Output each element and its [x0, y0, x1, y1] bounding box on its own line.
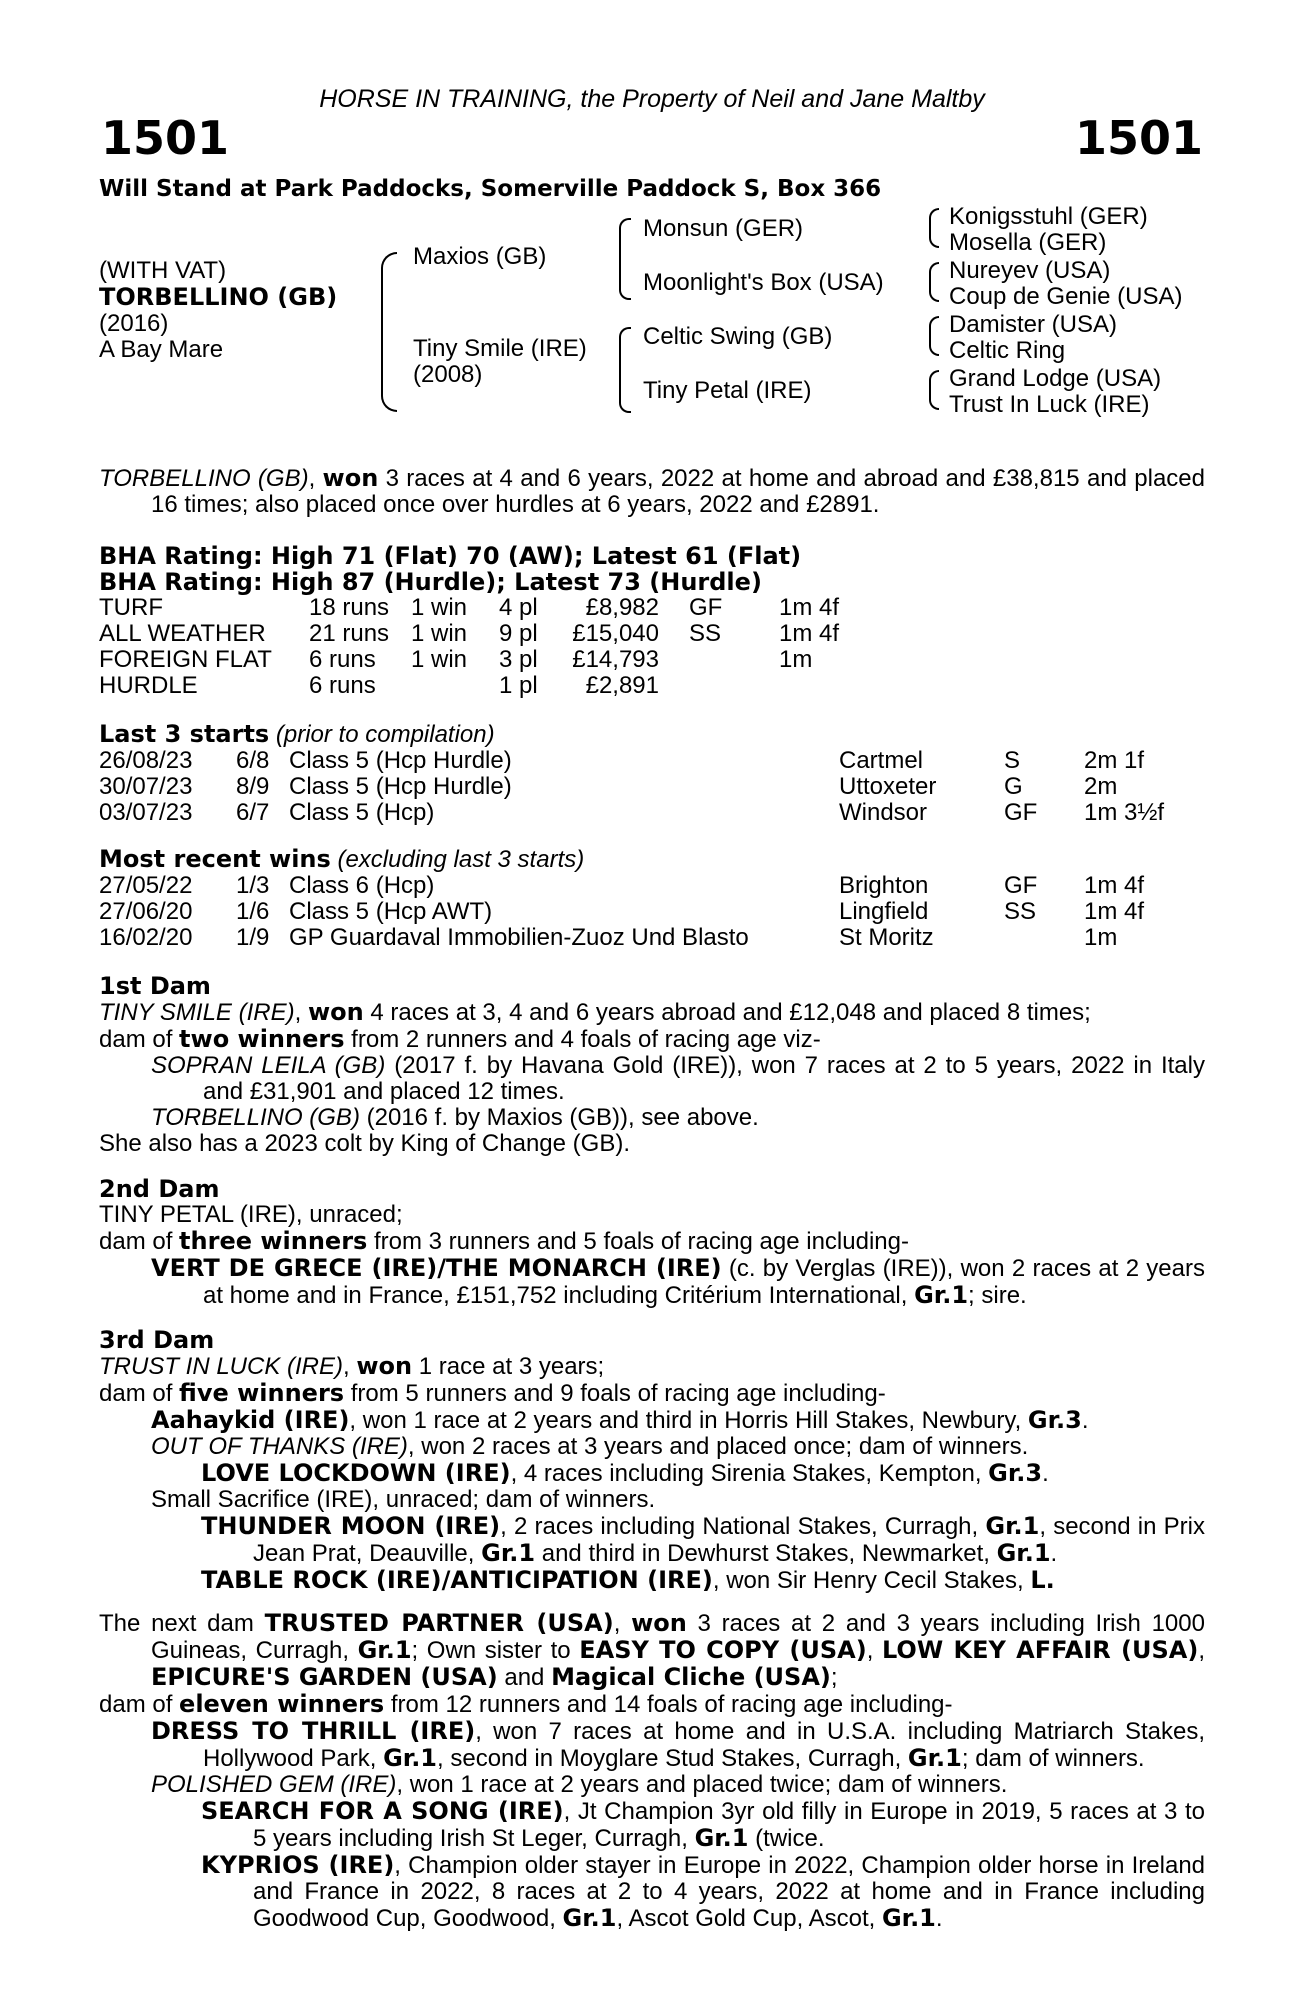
race-dist: 1m 3½f — [1084, 799, 1165, 826]
race-pos: 6/7 — [236, 799, 270, 826]
txt: EASY TO COPY (USA) — [579, 1636, 867, 1664]
horse-description: A Bay Mare — [99, 336, 224, 363]
txt: , won 1 race at 2 years and third in Horris Hill Stakes, Newbury, — [349, 1407, 1028, 1434]
progeny-name: DRESS TO THRILL (IRE) — [151, 1717, 476, 1745]
pedigree-dd-dam: Trust In Luck (IRE) — [949, 391, 1150, 418]
race-row — [99, 925, 1205, 951]
race-row — [99, 899, 1205, 925]
txt: from 2 runners and 4 foals of racing age viz- — [344, 1026, 821, 1053]
txt: from 12 runners and 14 foals of racing age including- — [384, 1691, 953, 1718]
txt: Gr.1 — [907, 1744, 962, 1772]
last3-heading: Last 3 starts — [99, 720, 270, 748]
race-date: 03/07/23 — [99, 799, 193, 826]
race-race: Class 5 (Hcp Hurdle) — [289, 747, 512, 774]
pedigree-dd-sire: Grand Lodge (USA) — [949, 365, 1162, 392]
race-pos: 6/8 — [236, 747, 270, 774]
bha-rating-hurdle: BHA Rating: High 87 (Hurdle); Latest 73 (Hurdle) — [99, 568, 762, 596]
pedigree-brace — [929, 370, 939, 410]
txt: , second in Prix Jean Prat, Deauville, — [253, 1513, 1205, 1567]
txt: from 5 runners and 9 foals of racing age including- — [344, 1380, 886, 1407]
txt: Gr.1 — [881, 1904, 936, 1932]
race-course: Cartmel — [839, 747, 924, 774]
dam3-name: TRUST IN LUCK (IRE) — [99, 1353, 344, 1380]
pedigree-table — [99, 200, 1205, 425]
record-going: GF — [689, 594, 723, 621]
record-pl: 4 pl — [499, 594, 538, 621]
txt: , Ascot Gold Cup, Ascot, — [616, 1905, 882, 1932]
pedigree-sire-sire: Monsun (GER) — [643, 215, 804, 242]
record-row — [99, 673, 1205, 699]
progeny-name: KYPRIOS (IRE) — [201, 1851, 395, 1879]
txt: Gr.3 — [1027, 1406, 1082, 1434]
txt: three winners — [179, 1227, 368, 1255]
txt: ; dam of winners. — [961, 1745, 1145, 1772]
pedigree-brace — [619, 327, 631, 413]
progeny-name: LOVE LOCKDOWN (IRE) — [201, 1459, 511, 1487]
race-pos: 1/6 — [236, 898, 270, 925]
progeny-name: OUT OF THANKS (IRE) — [151, 1433, 408, 1460]
race-pos: 1/9 — [236, 924, 270, 951]
pedigree-sire: Maxios (GB) — [413, 243, 547, 270]
record-dist: 1m 4f — [779, 594, 840, 621]
race-dist: 1m — [1084, 924, 1118, 951]
first-dam-heading: 1st Dam — [99, 972, 211, 1000]
dam1-name: TINY SMILE (IRE) — [99, 999, 295, 1026]
txt: Gr.1 — [914, 1281, 969, 1309]
txt: (c. by Verglas (IRE)), won 2 races at 2 years at home and in France, £151,752 including Critérium International, — [203, 1255, 1205, 1309]
txt: Magical Cliche (USA) — [551, 1663, 831, 1691]
txt: The next dam — [99, 1610, 265, 1637]
txt: , — [294, 999, 308, 1026]
txt: dam of — [99, 1026, 180, 1053]
third-dam-heading: 3rd Dam — [99, 1326, 215, 1354]
record-pl: 1 pl — [499, 672, 538, 699]
txt: Gr.1 — [357, 1636, 412, 1664]
race-row — [99, 774, 1205, 800]
recent-wins — [99, 846, 1205, 951]
record-type: ALL WEATHER — [99, 620, 266, 647]
race-row — [99, 748, 1205, 774]
race-course: Lingfield — [839, 898, 929, 925]
record-pl: 3 pl — [499, 646, 538, 673]
last3-note: (prior to compilation) — [269, 721, 495, 748]
record-money: £8,982 — [585, 594, 659, 621]
txt: Gr.1 — [996, 1539, 1051, 1567]
last-3-starts — [99, 721, 1205, 826]
txt: , 2 races including National Stakes, Curragh, — [500, 1513, 986, 1540]
txt: (2017 f. by Havana Gold (IRE)), won 7 races at 2 to 5 years, 2022 in Italy and £31,901 and placed 12 times. — [203, 1052, 1205, 1105]
second-dam-heading: 2nd Dam — [99, 1175, 220, 1203]
txt: , — [613, 1610, 632, 1637]
txt: 4 races at 3, 4 and 6 years abroad and £12,048 and placed 8 times; — [363, 999, 1091, 1026]
record-row — [99, 595, 1205, 621]
progeny-name: SEARCH FOR A SONG (IRE) — [201, 1797, 564, 1825]
txt: , second in Moyglare Stud Stakes, Curragh, — [437, 1745, 908, 1772]
next-dam-name: TRUSTED PARTNER (USA) — [264, 1609, 614, 1637]
race-row — [99, 800, 1205, 826]
txt: (twice. — [748, 1825, 825, 1852]
summary-text: 3 races at 4 and 6 years, 2022 at home and abroad and £38,815 and placed 16 times; also placed once over hurdles at 6 years, 2022 and £2891. — [151, 465, 1206, 518]
record-dist: 1m 4f — [779, 620, 840, 647]
next-dam — [99, 1610, 1205, 1932]
txt: 3 races at 2 and 3 years including Irish 1000 Guineas, Curragh, — [151, 1610, 1205, 1664]
record-wins: 1 win — [411, 646, 468, 673]
txt: , Jt Champion 3yr old filly in Europe in 2019, 5 races at 3 to 5 years including Irish St Leger, Curragh, — [253, 1798, 1205, 1852]
txt: ; sire. — [968, 1282, 1027, 1309]
record-runs: 6 runs — [309, 672, 376, 699]
race-race: Class 5 (Hcp AWT) — [289, 898, 493, 925]
record-money: £14,793 — [572, 646, 659, 673]
race-pos: 1/3 — [236, 872, 270, 899]
wins-table — [99, 873, 1205, 951]
race-course: Brighton — [839, 872, 929, 899]
pedigree-brace — [619, 218, 631, 300]
ratings-section — [99, 543, 1205, 699]
txt: . — [935, 1905, 943, 1932]
pedigree-dam-sire: Celtic Swing (GB) — [643, 323, 833, 350]
txt: ; Own sister to — [411, 1637, 580, 1664]
record-runs: 21 runs — [309, 620, 390, 647]
dam2-name: TINY PETAL (IRE), unraced; — [99, 1201, 403, 1228]
progeny-name: Small Sacrifice (IRE), unraced; dam of winners. — [151, 1486, 656, 1513]
txt: Gr.1 — [383, 1744, 438, 1772]
txt: dam of — [99, 1380, 180, 1407]
txt: and third in Dewhurst Stakes, Newmarket, — [535, 1540, 997, 1567]
txt: Gr.3 — [988, 1459, 1043, 1487]
progeny-name: Aahaykid (IRE) — [151, 1406, 350, 1434]
txt: Gr.1 — [562, 1904, 617, 1932]
txt: Gr.1 — [481, 1539, 536, 1567]
txt: ; — [830, 1664, 838, 1691]
record-money: £2,891 — [585, 672, 659, 699]
txt: , — [866, 1637, 882, 1664]
race-date: 30/07/23 — [99, 773, 193, 800]
progeny-name: SOPRAN LEILA (GB) — [151, 1052, 386, 1079]
pedigree-sire-dam: Moonlight's Box (USA) — [643, 269, 884, 296]
race-record-table — [99, 595, 1205, 699]
race-dist: 1m 4f — [1084, 898, 1145, 925]
summary-won: won — [322, 464, 379, 492]
txt: , — [343, 1353, 357, 1380]
record-money: £15,040 — [572, 620, 659, 647]
second-dam — [99, 1176, 1205, 1309]
txt: Gr.1 — [985, 1512, 1040, 1540]
pedigree-brace — [929, 262, 939, 302]
txt: , won Sir Henry Cecil Stakes, — [712, 1567, 1031, 1594]
txt: , won 7 races at home and in U.S.A. including Matriarch Stakes, Hollywood Park, — [203, 1718, 1205, 1772]
progeny-name: TABLE ROCK (IRE)/ANTICIPATION (IRE) — [201, 1566, 713, 1594]
race-going: GF — [1004, 799, 1038, 826]
page-title: HORSE IN TRAINING, the Property of Neil and Jane Maltby — [319, 85, 985, 113]
race-race: Class 5 (Hcp) — [289, 799, 435, 826]
race-race: Class 6 (Hcp) — [289, 872, 435, 899]
pedigree-ds-sire: Damister (USA) — [949, 311, 1118, 338]
race-course: St Moritz — [839, 924, 934, 951]
progeny-name: VERT DE GRECE (IRE)/THE MONARCH (IRE) — [151, 1254, 722, 1282]
txt: , won 1 race at 2 years and placed twice; dam of winners. — [396, 1771, 1008, 1798]
race-dist: 1m 4f — [1084, 872, 1145, 899]
race-race: GP Guardaval Immobilien-Zuoz Und Blasto — [289, 924, 749, 951]
wins-heading: Most recent wins — [99, 845, 331, 873]
txt: LOW KEY AFFAIR (USA) — [881, 1636, 1199, 1664]
txt: , won 2 races at 3 years and placed once; dam of winners. — [407, 1433, 1029, 1460]
txt: won — [356, 1352, 413, 1380]
race-dist: 2m 1f — [1084, 747, 1145, 774]
race-course: Uttoxeter — [839, 773, 937, 800]
txt: won — [631, 1609, 687, 1637]
txt: , Champion older stayer in Europe in 2022, Champion older horse in Ireland and France in 2022, 8 races at 2 to 4 years, 2022 at home and in France including Goodwood Cup, Goodwood, — [253, 1852, 1206, 1932]
record-type: HURDLE — [99, 672, 198, 699]
pedigree-sd-sire: Nureyev (USA) — [949, 257, 1111, 284]
race-pos: 8/9 — [236, 773, 270, 800]
txt: from 3 runners and 5 foals of racing age including- — [367, 1228, 909, 1255]
vat-note: (WITH VAT) — [99, 257, 227, 284]
race-date: 27/05/22 — [99, 872, 193, 899]
pedigree-dam-year: (2008) — [413, 361, 483, 388]
pedigree-brace — [381, 252, 397, 412]
record-runs: 18 runs — [309, 594, 390, 621]
stand-location: Will Stand at Park Paddocks, Somerville Paddock S, Box 366 — [99, 176, 882, 202]
txt: L. — [1030, 1566, 1055, 1594]
txt: (2016 f. by Maxios (GB)), see above. — [359, 1104, 759, 1131]
race-going: SS — [1004, 898, 1037, 925]
lot-number-right: 1501 — [1074, 111, 1203, 165]
race-course: Windsor — [839, 799, 928, 826]
pedigree-dam: Tiny Smile (IRE) — [413, 335, 587, 362]
record-runs: 6 runs — [309, 646, 376, 673]
progeny-name: POLISHED GEM (IRE) — [151, 1771, 397, 1798]
txt: won — [307, 998, 364, 1026]
record-dist: 1m — [779, 646, 813, 673]
race-summary: TORBELLINO (GB), won 3 races at 4 and 6 years, 2022 at home and abroad and £38,815 and placed 16 times; also placed once over hurdles at 6 years, 2022 and £2891. — [99, 464, 1206, 518]
txt: , — [1198, 1637, 1205, 1664]
race-race: Class 5 (Hcp Hurdle) — [289, 773, 512, 800]
dam1-note: She also has a 2023 colt by King of Change (GB). — [99, 1130, 630, 1157]
pedigree-ss-sire: Konigsstuhl (GER) — [949, 203, 1148, 230]
txt: Gr.1 — [694, 1824, 749, 1852]
record-type: TURF — [99, 594, 163, 621]
progeny-name: THUNDER MOON (IRE) — [201, 1512, 501, 1540]
third-dam: 3rd Dam TRUST IN LUCK (IRE), won 1 race at 3 years; dam of five winners from 5 runners and 9 foals of racing age including- Aahaykid (IRE), won 1 race at 2 years and third in Horris Hill Stakes, Newbury, Gr.3. OUT OF THANKS (IRE), won 2 races at 3 years and placed once; dam of winners. LOVE LOCKDOWN (IRE), 4 races including Sirenia Stakes, Kempton, Gr.3. Small Sacrifice (IRE), unraced; dam of winners. THUNDER MOON (IRE), 2 races including National Stakes, Curragh, Gr.1, second in Prix Jean Prat, Deauville, Gr.1 and third in Dewhurst Stakes, Newmarket, Gr.1. TABLE ROCK (IRE)/ANTICIPATION (IRE), won Sir Henry Cecil Stakes, L. — [99, 1326, 1205, 1594]
pedigree-ds-dam: Celtic Ring — [949, 337, 1066, 364]
race-date: 27/06/20 — [99, 898, 193, 925]
txt: , 4 races including Sirenia Stakes, Kempton, — [510, 1460, 989, 1487]
summary-horse: TORBELLINO (GB) — [99, 465, 309, 492]
first-dam — [99, 973, 1205, 1157]
txt: five winners — [179, 1379, 345, 1407]
race-going: S — [1004, 747, 1021, 774]
race-date: 26/08/23 — [99, 747, 193, 774]
record-wins: 1 win — [411, 620, 468, 647]
race-going: GF — [1004, 872, 1038, 899]
record-row — [99, 621, 1205, 647]
race-row — [99, 873, 1205, 899]
txt: EPICURE'S GARDEN (USA) — [151, 1663, 498, 1691]
race-going: G — [1004, 773, 1023, 800]
race-dist: 2m — [1084, 773, 1118, 800]
pedigree-ss-dam: Mosella (GER) — [949, 229, 1107, 256]
horse-year: (2016) — [99, 310, 169, 337]
txt: and — [497, 1664, 552, 1691]
record-type: FOREIGN FLAT — [99, 646, 272, 673]
lot-number-left: 1501 — [101, 111, 230, 165]
record-pl: 9 pl — [499, 620, 538, 647]
record-wins: 1 win — [411, 594, 468, 621]
txt: two winners — [179, 1025, 345, 1053]
horse-name: TORBELLINO (GB) — [99, 283, 338, 311]
pedigree-dam-dam: Tiny Petal (IRE) — [643, 377, 812, 404]
txt: 1 race at 3 years; — [412, 1353, 605, 1380]
progeny-name: TORBELLINO (GB) — [151, 1104, 360, 1131]
last3-table — [99, 748, 1205, 826]
txt: dam of — [99, 1691, 180, 1718]
record-going: SS — [689, 620, 722, 647]
txt: dam of — [99, 1228, 180, 1255]
bha-rating-flat: BHA Rating: High 71 (Flat) 70 (AW); Latest 61 (Flat) — [99, 542, 802, 570]
txt: eleven winners — [179, 1690, 385, 1718]
wins-note: (excluding last 3 starts) — [330, 846, 585, 873]
record-row — [99, 647, 1205, 673]
pedigree-sd-dam: Coup de Genie (USA) — [949, 283, 1183, 310]
pedigree-brace — [929, 208, 939, 248]
race-date: 16/02/20 — [99, 924, 193, 951]
pedigree-brace — [929, 316, 939, 356]
